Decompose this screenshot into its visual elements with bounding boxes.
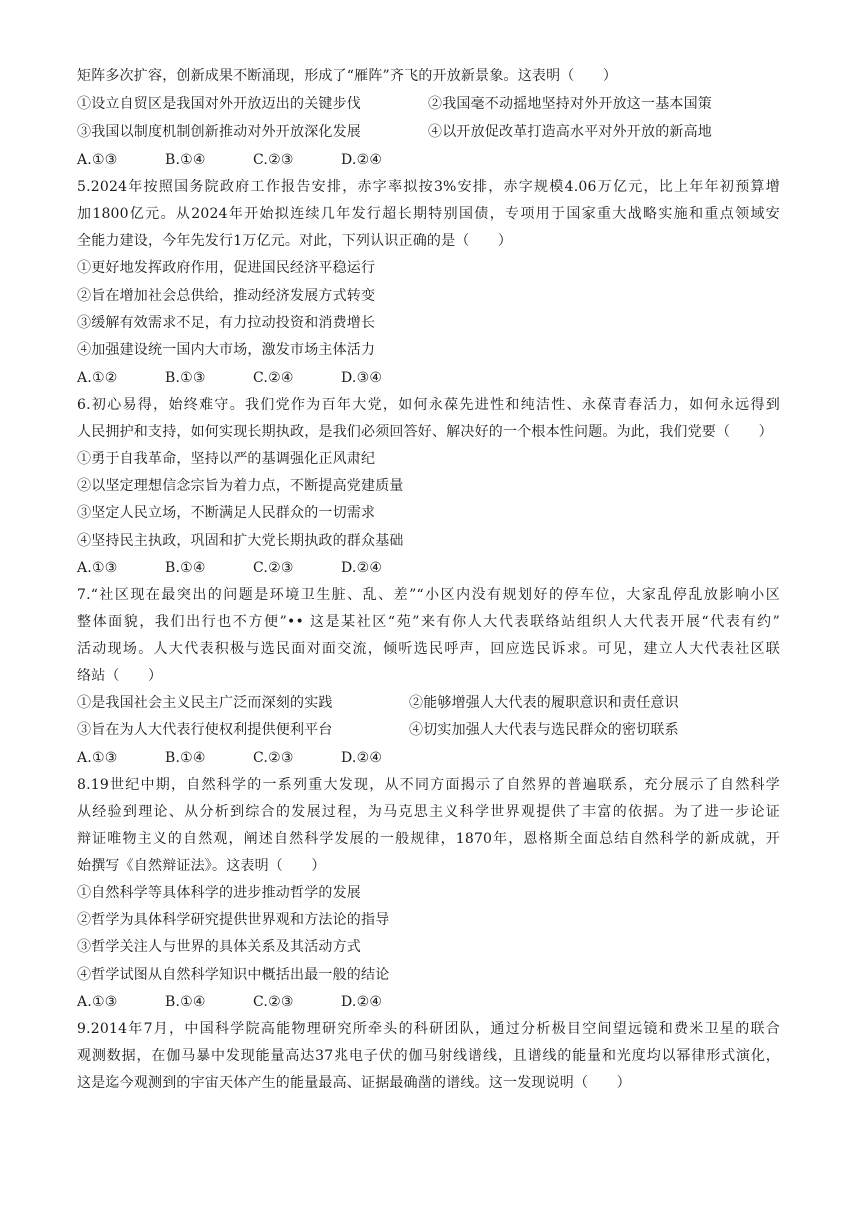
q5-option-2: ②旨在增加社会总供给，推动经济发展方式转变 [77, 288, 376, 304]
q8-stem-line-4: 始撰写《自然辩证法》。这表明（ ） [77, 858, 326, 874]
q6-answer-c: C.②③ [253, 560, 294, 576]
q4-options-row-1 [77, 95, 712, 113]
q4-answer-a: A.①③ [77, 152, 118, 168]
q8-answer-d: D.②④ [341, 994, 383, 1010]
q7-answers [77, 749, 429, 767]
q5-answer-d: D.③④ [341, 370, 383, 386]
q4-stem-line-1: 矩阵多次扩容，创新成果不断涌现，形成了“雁阵”齐飞的开放新景象。这表明（ ） [77, 68, 618, 84]
q6-answer-d: D.②④ [341, 560, 383, 576]
q6-option-2: ②以坚定理想信念宗旨为着力点，不断提高党建质量 [77, 478, 404, 494]
q9-stem-line-1: 9.2014年7月，中国科学院高能物理研究所牵头的科研团队，通过分析极目空间望远镜和费米卫星的联合 [77, 1021, 780, 1037]
q6-answer-a: A.①③ [77, 560, 118, 576]
q4-answer-d: D.②④ [341, 152, 383, 168]
q6-option-1: ①勇于自我革命，坚持以严的基调强化正风肃纪 [77, 451, 376, 467]
q6-answers [77, 559, 429, 577]
q5-stem-line-2: 加1800亿元。从2024年开始拟连续几年发行超长期特别国债，专项用于国家重大战略实施和重点领域安 [77, 206, 780, 222]
q7-option-4: ④切实加强人大代表与选民群众的密切联系 [409, 722, 679, 738]
q4-option-3: ③我国以制度机制创新推动对外开放深化发展 [77, 124, 361, 140]
q7-stem-line-2: 整体面貌，我们出行也不方便”•• 这是某社区“苑”来有你人大代表联络站组织人大代表开展“代表有约” [77, 614, 780, 630]
q7-option-3: ③旨在为人大代表行使权利提供便利平台 [77, 722, 333, 738]
q8-answer-c: C.②③ [253, 994, 294, 1010]
q6-stem-line-1: 6.初心易得，始终难守。我们党作为百年大党，如何永葆先进性和纯洁性、永葆青春活力，如何永远得到 [77, 397, 780, 413]
q8-option-2: ②哲学为具体科学研究提供世界观和方法论的指导 [77, 912, 390, 928]
q7-options-row-1 [77, 694, 679, 712]
q7-stem-line-1: 7.“社区现在最突出的问题是环境卫生脏、乱、差”“小区内没有规划好的停车位，大家乱停乱放影响小区 [77, 587, 780, 603]
q4-option-2: ②我国毫不动摇地坚持对外开放这一基本国策 [428, 96, 712, 112]
q7-stem-line-4: 络站（ ） [77, 668, 163, 684]
q9-stem-line-3: 这是迄今观测到的宇宙天体产生的能量最高、证据最确凿的谱线。这一发现说明（ ） [77, 1075, 631, 1091]
q5-answer-b: B.①③ [165, 370, 206, 386]
q9-stem-line-2: 观测数据，在伽马暴中发现能量高达37兆电子伏的伽马射线谱线，且谱线的能量和光度均以幂律形式演化， [77, 1048, 780, 1064]
q7-answer-b: B.①④ [165, 750, 206, 766]
q4-answer-b: B.①④ [165, 152, 206, 168]
q8-answers [77, 993, 429, 1011]
q5-option-1: ①更好地发挥政府作用，促进国民经济平稳运行 [77, 260, 376, 276]
q4-options-row-2 [77, 123, 712, 141]
q5-stem-line-1: 5.2024年按照国务院政府工作报告安排，赤字率拟按3%安排，赤字规模4.06万亿元，比上年年初预算增 [77, 179, 780, 195]
q7-answer-d: D.②④ [341, 750, 383, 766]
q5-answer-c: C.②④ [253, 370, 294, 386]
q8-stem-line-1: 8.19世纪中期，自然科学的一系列重大发现，从不同方面揭示了自然界的普遍联系，充分展示了自然科学 [77, 777, 780, 793]
q4-answers [77, 151, 429, 169]
q8-stem-line-2: 从经验到理论、从分析到综合的发展过程，为马克思主义科学世界观提供了丰富的依据。为了进一步论证 [77, 804, 780, 820]
q4-option-4: ④以开放促改革打造高水平对外开放的新高地 [428, 124, 712, 140]
q8-option-3: ③哲学关注人与世界的具体关系及其活动方式 [77, 939, 361, 955]
q6-option-3: ③坚定人民立场，不断满足人民群众的一切需求 [77, 505, 376, 521]
q8-stem-line-3: 辩证唯物主义的自然观，阐述自然科学发展的一般规律，1870年，恩格斯全面总结自然科学的新成就，开 [77, 831, 780, 847]
q5-option-3: ③缓解有效需求不足，有力拉动投资和消费增长 [77, 315, 376, 331]
q4-answer-c: C.②③ [253, 152, 294, 168]
q6-stem-line-2: 人民拥护和支持，如何实现长期执政，是我们必须回答好、解决好的一个根本性问题。为此，我们党要（ ） [77, 424, 773, 440]
q8-answer-b: B.①④ [165, 994, 206, 1010]
q7-options-row-2 [77, 721, 679, 739]
q8-option-1: ①自然科学等具体科学的进步推动哲学的发展 [77, 885, 361, 901]
q8-answer-a: A.①③ [77, 994, 118, 1010]
q7-option-1: ①是我国社会主义民主广泛而深刻的实践 [77, 695, 333, 711]
q7-answer-a: A.①③ [77, 750, 118, 766]
q7-option-2: ②能够增强人大代表的履职意识和责任意识 [409, 695, 679, 711]
q6-option-4: ④坚持民主执政，巩固和扩大党长期执政的群众基础 [77, 533, 404, 549]
q5-answer-a: A.①② [77, 370, 118, 386]
q7-stem-line-3: 活动现场。人大代表积极与选民面对面交流，倾听选民呼声，回应选民诉求。可见，建立人大代表社区联 [77, 641, 780, 657]
q5-stem-line-3: 全能力建设，今年先发行1万亿元。对此，下列认识正确的是（ ） [77, 233, 513, 249]
q7-answer-c: C.②③ [253, 750, 294, 766]
q6-answer-b: B.①④ [165, 560, 206, 576]
q5-answers [77, 369, 429, 387]
q5-option-4: ④加强建设统一国内大市场，激发市场主体活力 [77, 342, 376, 358]
q8-option-4: ④哲学试图从自然科学知识中概括出最一般的结论 [77, 967, 390, 983]
q4-option-1: ①设立自贸区是我国对外开放迈出的关键步伐 [77, 96, 361, 112]
